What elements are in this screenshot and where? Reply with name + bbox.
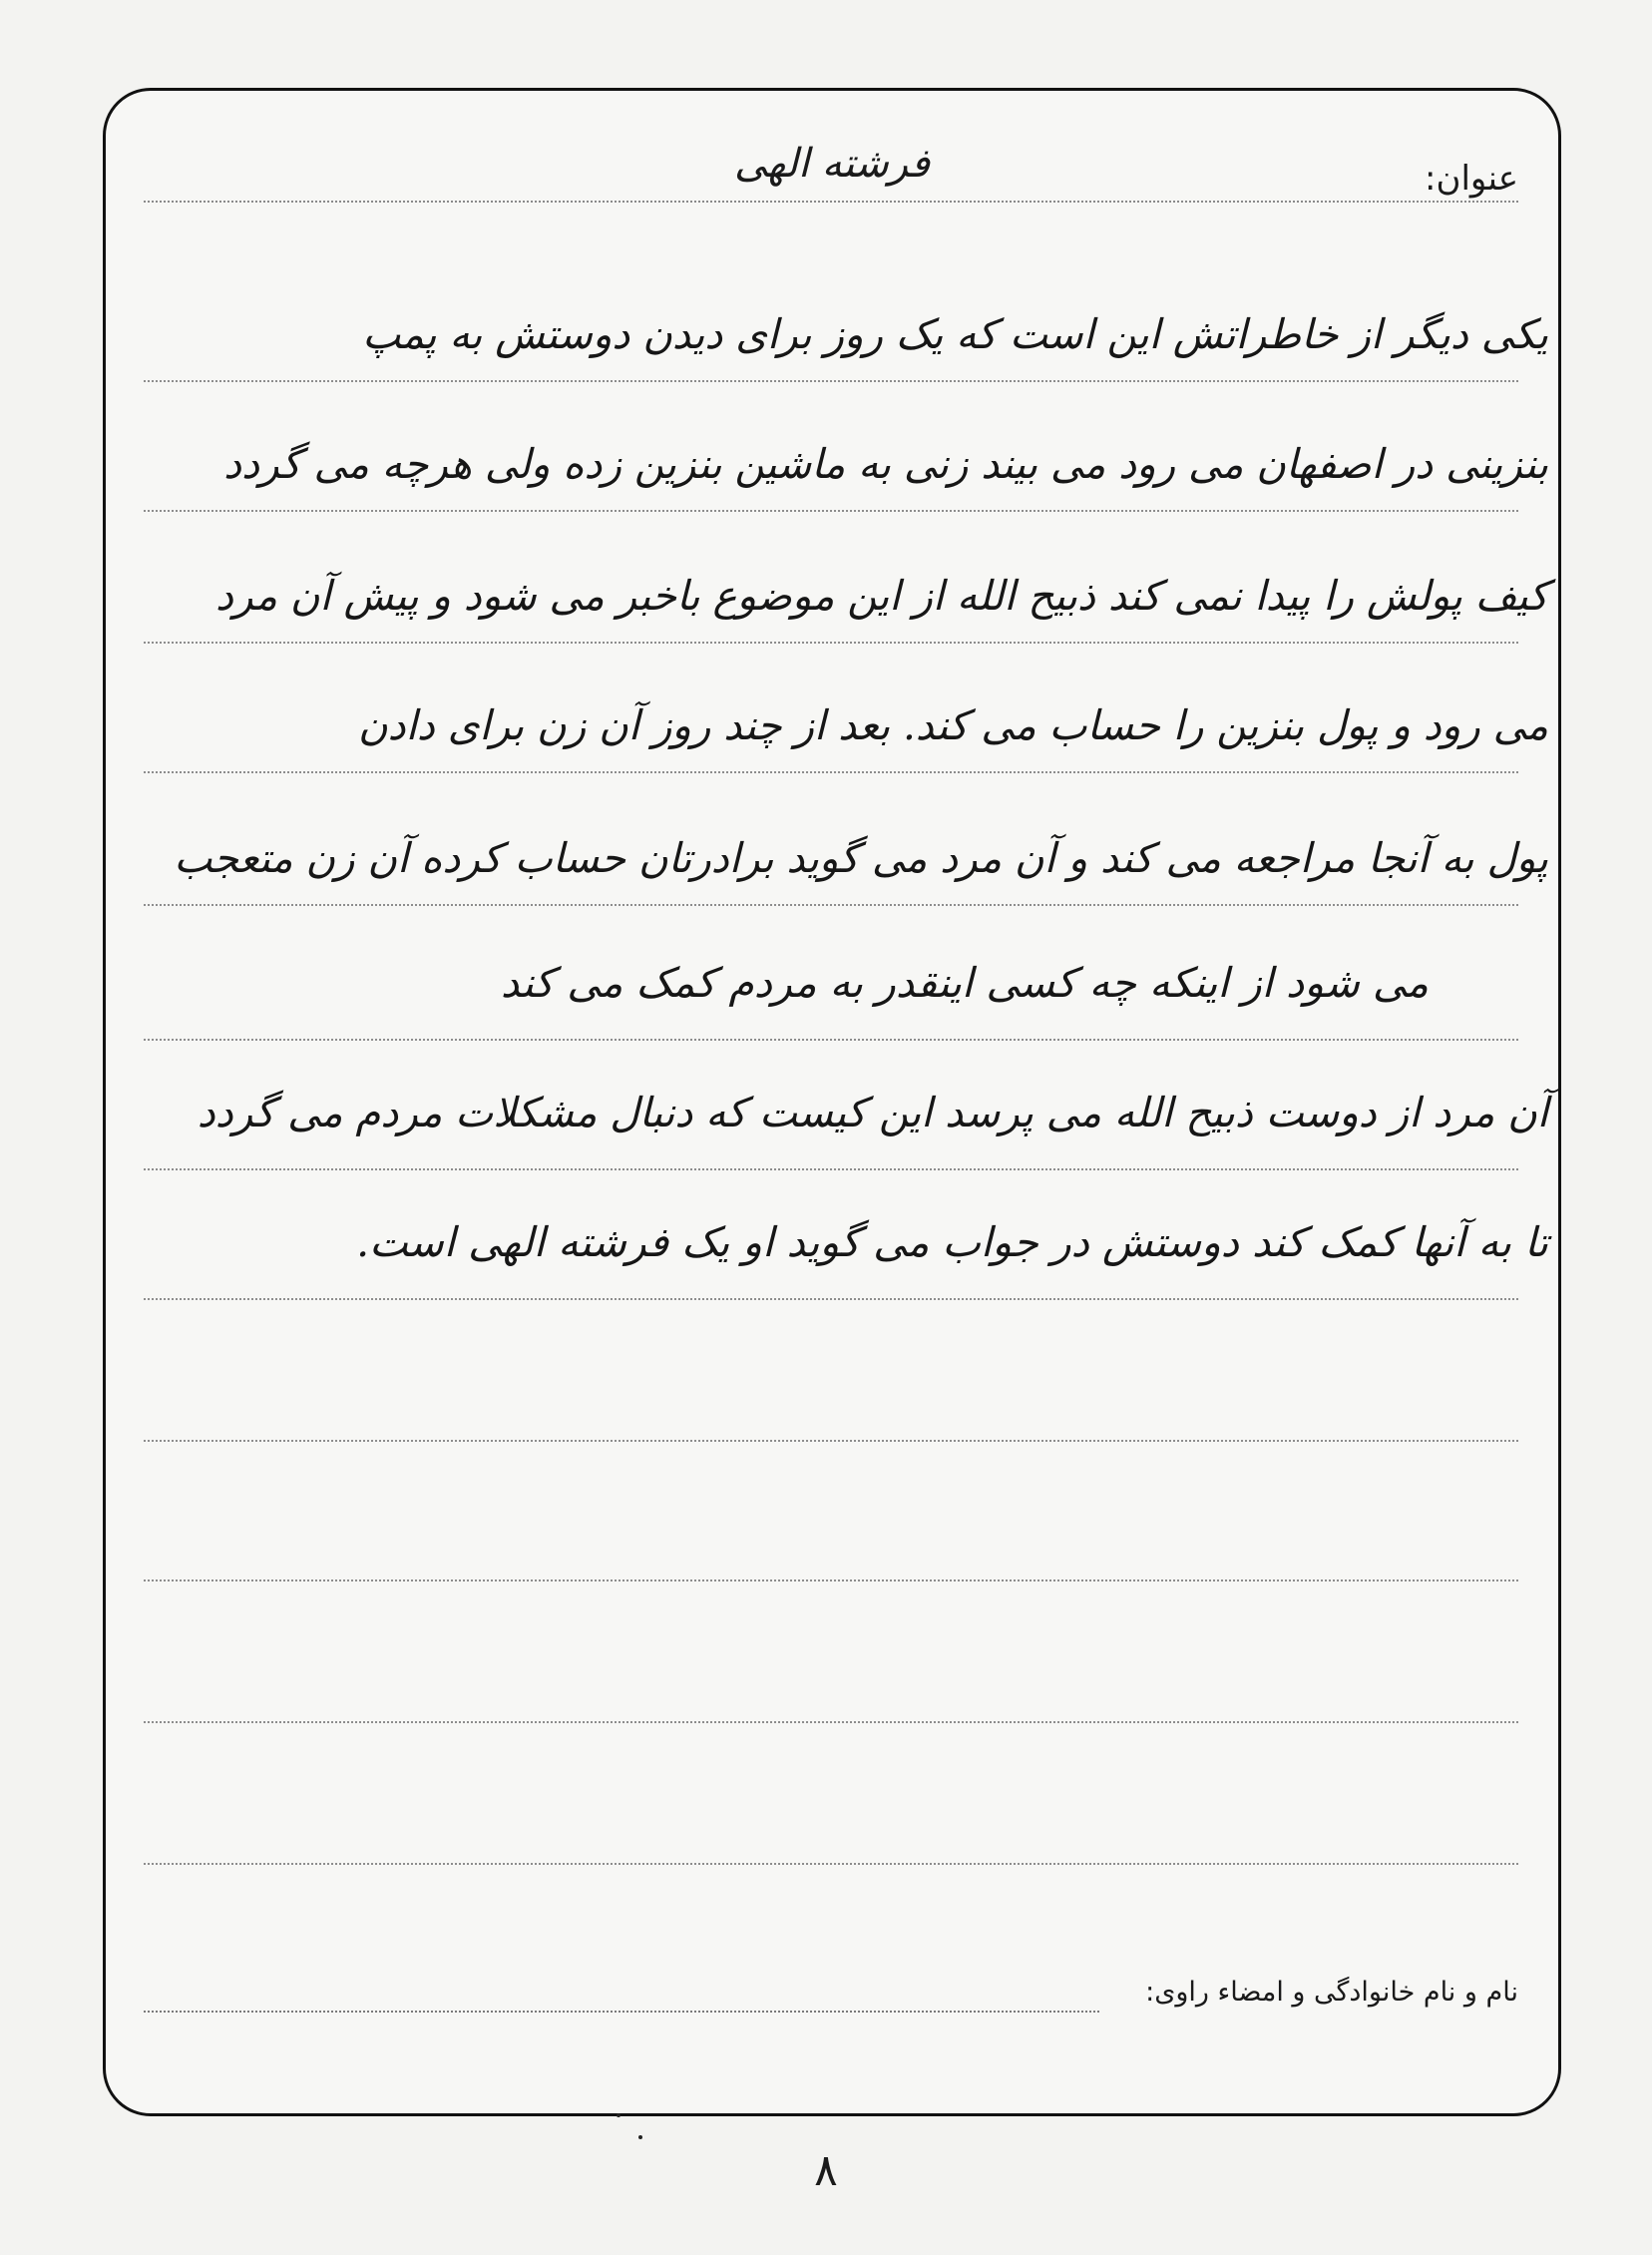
ruled-line [144,510,1518,512]
story-line-5: پول به آنجا مراجعه می کند و آن مرد می گوید برادرتان حساب کرده آن زن متعجب [174,834,1548,882]
title-label: عنوان: [1425,159,1518,199]
story-line-6: می شود از اینکه چه کسی اینقدر به مردم کمک می کند [500,959,1429,1007]
ruled-line [144,904,1518,906]
page-number: ۸ [814,2145,838,2196]
title-rule [144,201,1518,203]
ruled-line [144,642,1518,644]
ink-speck [617,2113,620,2117]
ruled-line [144,1168,1518,1170]
ink-speck [638,2135,642,2139]
story-line-4: می رود و پول بنزین را حساب می کند. بعد از چند روز آن زن برای دادن [357,701,1548,749]
page-frame [103,88,1561,2116]
signature-line [144,2011,1099,2013]
story-line-7: آن مرد از دوست ذبیح الله می پرسد این کیست که دنبال مشکلات مردم می گردد [197,1089,1548,1136]
ruled-line [144,1863,1518,1865]
story-title: فرشته الهی [733,141,930,187]
story-line-1: یکی دیگر از خاطراتش این است که یک روز برای دیدن دوستش به پمپ [362,310,1548,358]
ruled-line [144,771,1518,773]
ruled-line [144,1440,1518,1442]
ruled-line [144,380,1518,382]
ruled-line [144,1298,1518,1300]
signature-row [144,1977,1518,2027]
story-line-2: بنزینی در اصفهان می رود می بیند زنی به ماشین بنزین زده ولی هرچه می گردد [223,440,1549,488]
ruled-line [144,1039,1518,1041]
signature-label: نام و نام خانوادگی و امضاء راوی: [1145,1977,1518,2008]
story-line-8: تا به آنها کمک کند دوستش در جواب می گوید او یک فرشته الهی است. [356,1218,1548,1266]
ruled-line [144,1721,1518,1723]
ruled-line [144,1579,1518,1581]
story-line-3: کیف پولش را پیدا نمی کند ذبیح الله از این موضوع باخبر می شود و پیش آن مرد [215,572,1548,620]
